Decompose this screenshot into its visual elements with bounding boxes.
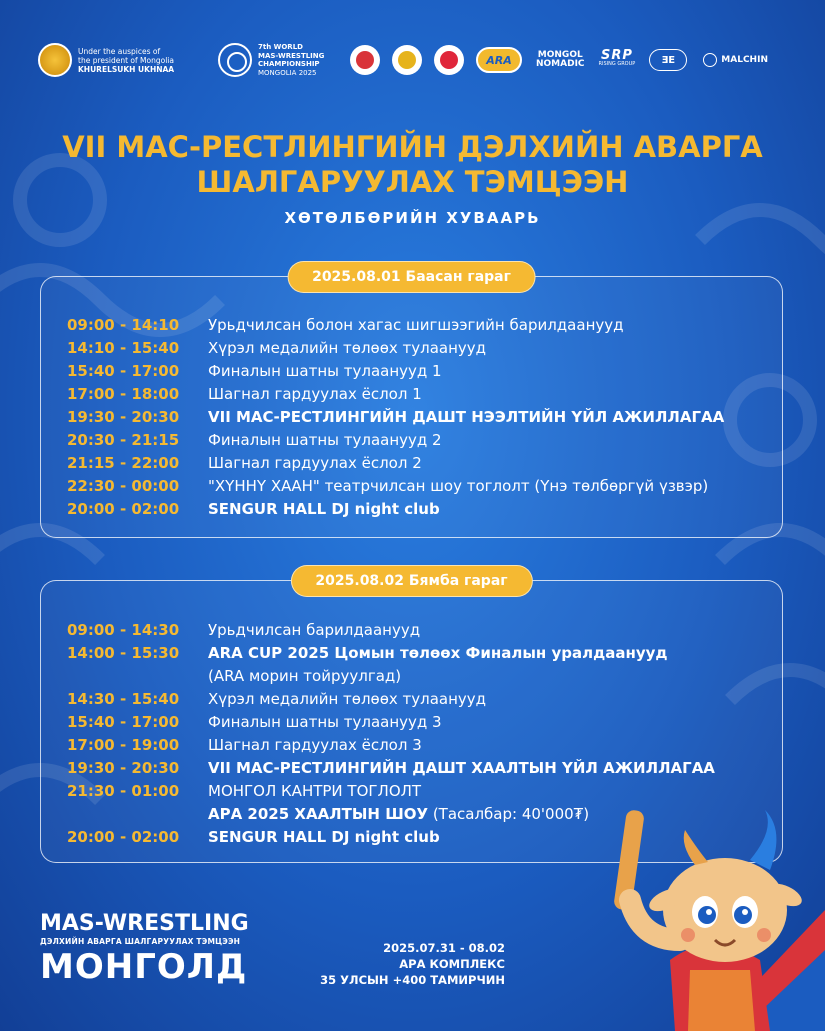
- day-date-badge: 2025.08.01 Баасан гараг: [287, 261, 536, 293]
- title-line: ШАЛГАРУУЛАХ ТЭМЦЭЭН: [196, 165, 629, 199]
- srp-logo: [598, 48, 636, 69]
- auspices-line: the president of Mongolia: [78, 55, 174, 65]
- federation-seal-icon: [350, 45, 380, 75]
- schedule-row: [67, 360, 772, 383]
- schedule-row: [67, 711, 772, 734]
- schedule-event-text: Финалын шатны тулаанууд 3: [208, 713, 442, 731]
- schedule-event-text: Шагнал гардуулах ёслол 2: [208, 454, 422, 472]
- championship-line: MONGOLIA 2025: [258, 68, 317, 77]
- schedule-row: [67, 383, 772, 406]
- schedule-event: [208, 780, 421, 803]
- schedule-event-text: Финалын шатны тулаанууд 1: [208, 362, 442, 380]
- logo-line: SRP: [600, 48, 633, 63]
- ee-logo: ƎE: [649, 49, 687, 71]
- schedule-row: [67, 314, 772, 337]
- schedule-event-text: МОНГОЛ КАНТРИ ТОГЛОЛТ: [208, 782, 422, 800]
- sports-committee-seal-icon: [392, 45, 422, 75]
- schedule-day-1: [40, 269, 783, 538]
- malchin-logo: [703, 53, 768, 67]
- schedule-event-text: Шагнал гардуулах ёслол 3: [208, 736, 422, 754]
- schedule-time: 20:00 - 02:00: [67, 500, 180, 518]
- schedule-event: [208, 734, 422, 757]
- schedule-row: [67, 757, 772, 780]
- day-date-badge: 2025.08.02 Бямба гараг: [290, 565, 532, 597]
- schedule-event: [208, 314, 624, 337]
- event-dates: 2025.07.31 - 08.02: [383, 941, 505, 955]
- schedule-event-text: АРА 2025 ХААЛТЫН ШОУ: [208, 805, 429, 823]
- schedule-time: 17:00 - 19:00: [67, 736, 180, 754]
- schedule-time: 22:30 - 00:00: [67, 477, 180, 495]
- globe-icon: [218, 43, 252, 77]
- championship-line: CHAMPIONSHIP: [258, 60, 320, 68]
- title-line: VII МАС-РЕСТЛИНГИЙН ДЭЛХИЙН АВАРГА: [62, 130, 763, 164]
- schedule-event-text: Урьдчилсан барилдаанууд: [208, 621, 421, 639]
- schedule-row: [67, 734, 772, 757]
- championship-logo-text: [258, 43, 338, 77]
- schedule-time: 21:15 - 22:00: [67, 454, 180, 472]
- schedule-time: [67, 665, 208, 688]
- schedule-row: [67, 688, 772, 711]
- schedule-event-text: (ARA морин тойруулгад): [208, 667, 402, 685]
- schedule-list: [67, 314, 772, 521]
- schedule-event: [208, 337, 486, 360]
- schedule-row: [67, 642, 772, 665]
- schedule-row: [67, 406, 772, 429]
- schedule-event: [208, 757, 715, 780]
- auspices-line: Under the auspices of: [78, 46, 161, 56]
- schedule-time: 09:00 - 14:10: [67, 316, 180, 334]
- schedule-time: 20:00 - 02:00: [67, 828, 180, 846]
- schedule-event-text: Шагнал гардуулах ёслол 1: [208, 385, 422, 403]
- schedule-event-text: VII МАС-РЕСТЛИНГИЙН ДАШТ НЭЭЛТИЙН ҮЙЛ АЖИЛЛАГАА: [208, 408, 725, 426]
- event-venue: АРА КОМПЛЕКС: [399, 957, 505, 971]
- schedule-row: [67, 452, 772, 475]
- schedule-row: [67, 665, 772, 688]
- auspices-text: [78, 47, 206, 74]
- schedule-event-note: (Тасалбар: 40'000₮): [428, 805, 590, 823]
- schedule-event-text: SENGUR HALL DJ night club: [208, 500, 440, 518]
- schedule-row: [67, 429, 772, 452]
- schedule-time: 14:10 - 15:40: [67, 339, 180, 357]
- schedule-time: 14:00 - 15:30: [67, 644, 180, 662]
- schedule-event-text: Хүрэл медалийн төлөөх тулаанууд: [208, 339, 487, 357]
- schedule-event-text: Финалын шатны тулаанууд 2: [208, 431, 442, 449]
- logo-line: NOMADIC: [536, 59, 585, 69]
- schedule-row: [67, 475, 772, 498]
- schedule-event: [208, 619, 420, 642]
- schedule-time: 19:30 - 20:30: [67, 759, 180, 777]
- schedule-time: 15:40 - 17:00: [67, 713, 180, 731]
- president-name: KHURELSUKH UKHNAA: [78, 64, 175, 74]
- schedule-time: [67, 803, 208, 826]
- schedule-time: 14:30 - 15:40: [67, 690, 180, 708]
- championship-line: MAS-WRESTLING: [258, 51, 325, 60]
- schedule-time: 21:30 - 01:00: [67, 782, 180, 800]
- schedule-event-text: SENGUR HALL DJ night club: [208, 828, 440, 846]
- schedule-time: 20:30 - 21:15: [67, 431, 180, 449]
- schedule-event-text: ARA CUP 2025 Цомын төлөөх Финалын уралдаанууд: [208, 644, 668, 662]
- event-participants: 35 УЛСЫН +400 ТАМИРЧИН: [320, 973, 505, 987]
- logo-line: MONGOL: [537, 50, 583, 60]
- malchin-icon: [703, 53, 717, 67]
- logo-line: MALCHIN: [721, 55, 768, 65]
- schedule-event: [208, 475, 708, 498]
- page-title: [0, 130, 825, 200]
- page-subtitle: ХӨТӨЛБӨРИЙН ХУВААРЬ: [284, 209, 541, 227]
- brand-line: МОНГОЛД: [40, 947, 248, 987]
- championship-line: 7th WORLD: [258, 43, 303, 51]
- mongolia-emblem-icon: [38, 43, 72, 77]
- brand-line: ДЭЛХИЙН АВАРГА ШАЛГАРУУЛАХ ТЭМЦЭЭН: [40, 937, 241, 946]
- schedule-row: [67, 337, 772, 360]
- schedule-event-text: VII МАС-РЕСТЛИНГИЙН ДАШТ ХААЛТЫН ҮЙЛ АЖИЛЛАГАА: [208, 759, 715, 777]
- brand-line: MAS-WRESTLING: [40, 911, 249, 936]
- schedule-event: [208, 498, 440, 521]
- event-info: [300, 940, 505, 988]
- schedule-event: [208, 406, 724, 429]
- schedule-time: 15:40 - 17:00: [67, 362, 180, 380]
- schedule-event: [208, 429, 442, 452]
- schedule-event: [208, 826, 440, 849]
- schedule-event: [208, 642, 668, 665]
- schedule-event: [208, 383, 422, 406]
- schedule-event-text: "ХҮННҮ ХААН" театрчилсан шоу тоглолт (Үнэ төлбөргүй үзвэр): [208, 477, 709, 495]
- logo-line: RISING GROUP: [598, 61, 636, 67]
- schedule-event: [208, 803, 589, 826]
- schedule-row: [67, 619, 772, 642]
- mascot-illustration: [580, 790, 825, 1031]
- schedule-row: [67, 498, 772, 521]
- schedule-event: [208, 452, 422, 475]
- mongol-nomadic-logo: [536, 51, 585, 69]
- schedule-event-text: Урьдчилсан болон хагас шигшээгийн барилдаанууд: [208, 316, 624, 334]
- schedule-event: [208, 665, 401, 688]
- ara-logo: ARA: [476, 47, 522, 73]
- schedule-event: [208, 688, 486, 711]
- event-brand: [40, 912, 249, 986]
- association-seal-icon: [434, 45, 464, 75]
- schedule-event: [208, 360, 442, 383]
- schedule-time: 17:00 - 18:00: [67, 385, 180, 403]
- schedule-time: 19:30 - 20:30: [67, 408, 180, 426]
- partner-logo-bar: [38, 38, 788, 82]
- schedule-event-text: Хүрэл медалийн төлөөх тулаанууд: [208, 690, 487, 708]
- schedule-time: 09:00 - 14:30: [67, 621, 180, 639]
- schedule-event: [208, 711, 442, 734]
